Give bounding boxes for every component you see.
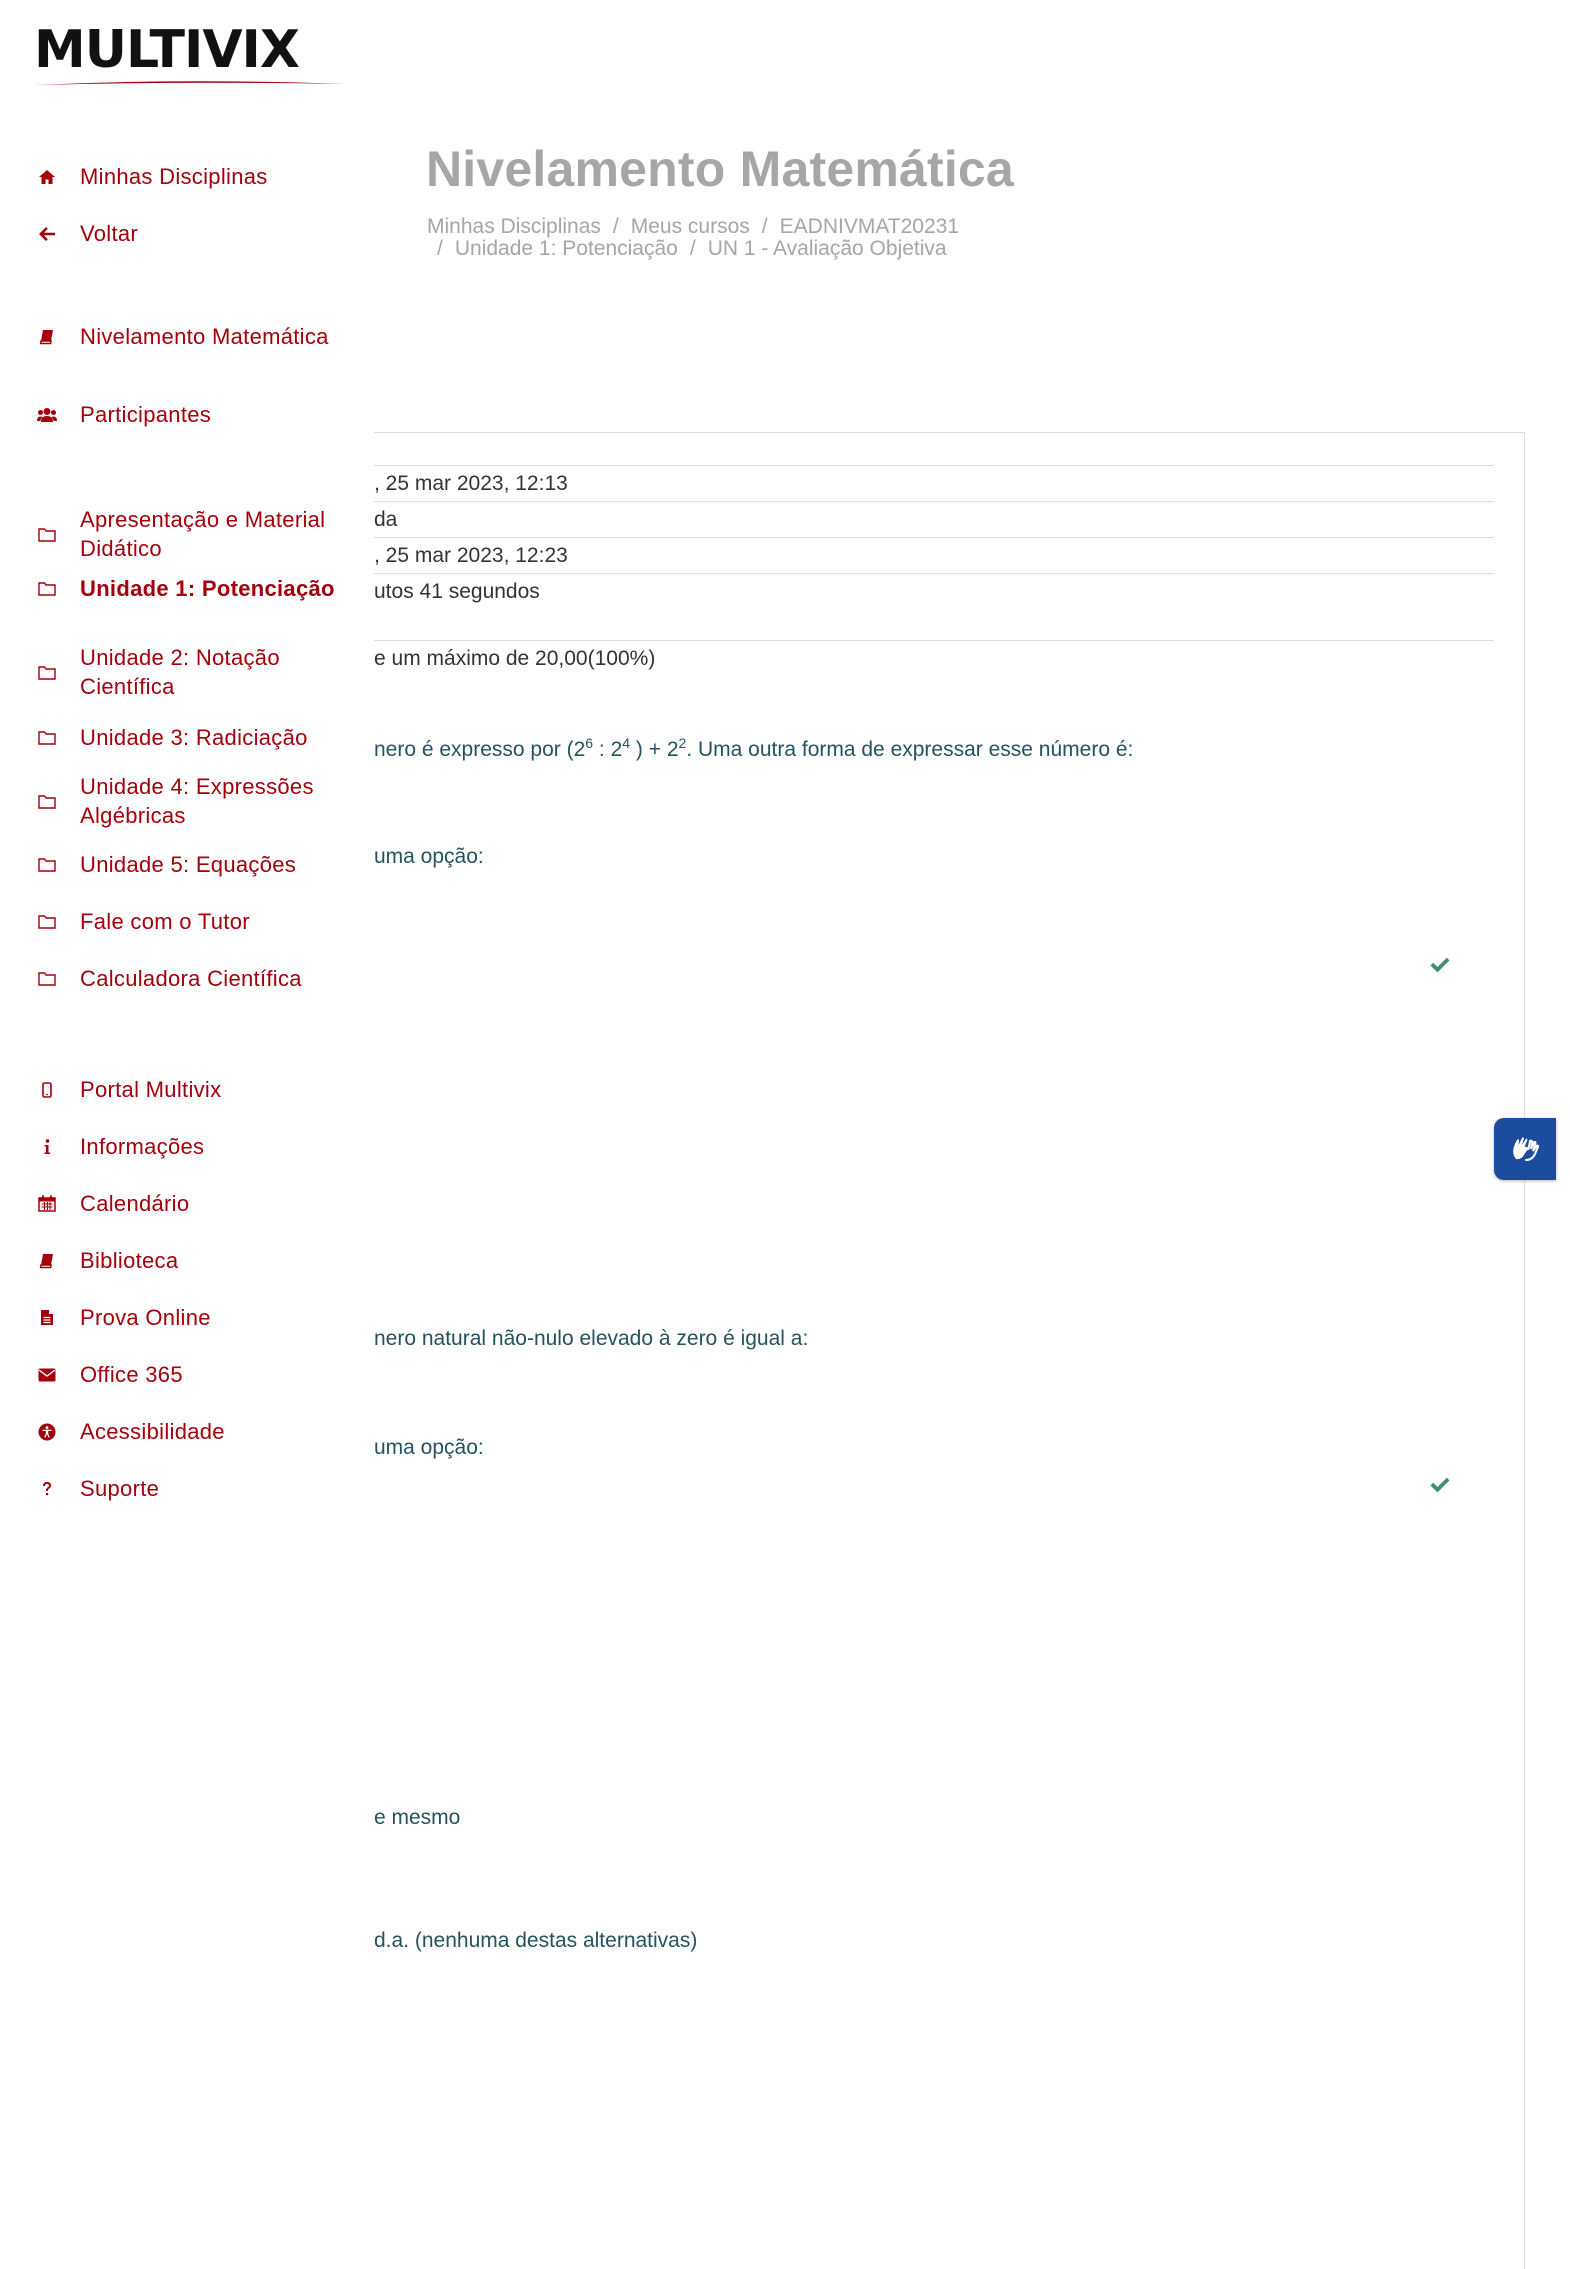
arrow-left-icon: [36, 223, 58, 245]
question-1-text-part: nero é expresso por (2: [374, 738, 586, 761]
sidebar-item-label: Acessibilidade: [80, 1419, 225, 1444]
sidebar-item-prova-online[interactable]: [36, 1303, 350, 1332]
sidebar-item-apresentacao[interactable]: [36, 505, 350, 563]
sidebar-nav: [0, 0, 350, 2268]
summary-grade-value: e um máximo de 20,00(100%): [374, 647, 656, 670]
sidebar-item-label: Unidade 5: Equações: [80, 852, 297, 877]
question-1-prompt: uma opção:: [374, 845, 484, 868]
sidebar-item-label: Unidade 1: Potenciação: [80, 576, 335, 601]
sidebar-item-label: Apresentação e Material Didático: [80, 507, 326, 561]
sidebar-item-suporte[interactable]: [36, 1474, 350, 1503]
sidebar-item-portal-multivix[interactable]: [36, 1075, 350, 1104]
folder-icon: [36, 727, 58, 749]
sidebar-item-label: Unidade 3: Radiciação: [80, 725, 308, 750]
sidebar-item-label: Unidade 4: Expressões Algébricas: [80, 774, 314, 828]
quiz-review-panel: [374, 432, 1525, 2269]
summary-grade: [374, 641, 1494, 676]
summary-started-value: , 25 mar 2023, 12:13: [374, 472, 568, 495]
question-1-exponent: 2: [678, 735, 687, 751]
sidebar-item-informacoes[interactable]: [36, 1132, 350, 1161]
correct-check-icon: [1428, 953, 1452, 977]
page-title: Nivelamento Matemática: [426, 141, 1014, 197]
folder-icon: [36, 790, 58, 812]
sidebar-item-label: Unidade 2: Notação Científica: [80, 645, 280, 699]
sidebar-item-office-365[interactable]: [36, 1360, 350, 1389]
sidebar-item-calendario[interactable]: [36, 1189, 350, 1218]
breadcrumb-separator: /: [689, 237, 696, 260]
logo-text: MULTIVIX: [34, 20, 299, 80]
folder-icon: [36, 968, 58, 990]
sidebar-item-label: Informações: [80, 1134, 205, 1159]
sidebar-item-calculadora[interactable]: [36, 964, 350, 993]
sidebar-item-unidade-5[interactable]: [36, 850, 350, 879]
summary-completed-value: , 25 mar 2023, 12:23: [374, 544, 568, 567]
question-1-exponent: 6: [585, 735, 594, 751]
question-2-text: nero natural não-nulo elevado à zero é igual a:: [374, 1327, 809, 1350]
breadcrumb-item[interactable]: Meus cursos: [630, 215, 750, 238]
question-1-text-part: . Uma outra forma de expressar esse número é:: [686, 738, 1134, 761]
sidebar-item-label: Calculadora Científica: [80, 966, 302, 991]
summary-state-value: da: [374, 508, 398, 531]
users-icon: [36, 404, 58, 426]
home-icon: [36, 166, 58, 188]
question-icon: [36, 1478, 58, 1500]
sidebar-item-unidade-3[interactable]: [36, 723, 350, 752]
info-icon: [36, 1136, 58, 1158]
breadcrumb-item[interactable]: Minhas Disciplinas: [427, 215, 601, 238]
sidebar-item-unidade-4[interactable]: [36, 772, 350, 830]
breadcrumb-separator: /: [612, 215, 619, 238]
correct-check-icon: [1428, 1473, 1452, 1497]
sidebar-item-acessibilidade[interactable]: [36, 1417, 350, 1446]
folder-icon: [36, 578, 58, 600]
question-2-option-b[interactable]: d.a. (nenhuma destas alternativas): [374, 1929, 698, 1952]
book-icon: [36, 1250, 58, 1272]
summary-started: [374, 466, 1494, 502]
sidebar-item-nivelamento-matematica[interactable]: [36, 322, 350, 351]
sidebar-item-label: Office 365: [80, 1362, 183, 1387]
breadcrumb-item[interactable]: UN 1 - Avaliação Objetiva: [707, 237, 947, 260]
breadcrumb-separator: /: [761, 215, 768, 238]
question-2-prompt: uma opção:: [374, 1436, 484, 1459]
book-icon: [36, 326, 58, 348]
sidebar-item-label: Portal Multivix: [80, 1077, 222, 1102]
sidebar-item-label: Nivelamento Matemática: [80, 324, 329, 349]
sidebar-item-label: Minhas Disciplinas: [80, 164, 268, 189]
folder-icon: [36, 911, 58, 933]
breadcrumb-item[interactable]: EADNIVMAT20231: [779, 215, 959, 238]
sign-language-hands-icon: [1506, 1130, 1544, 1168]
summary-duration-value: utos 41 segundos: [374, 580, 540, 603]
sidebar-item-voltar[interactable]: [36, 219, 350, 248]
mobile-icon: [36, 1079, 58, 1101]
envelope-icon: [36, 1364, 58, 1386]
sidebar-item-participantes[interactable]: [36, 400, 350, 429]
sidebar-item-label: Suporte: [80, 1476, 160, 1501]
calendar-icon: [36, 1193, 58, 1215]
sidebar-item-minhas-disciplinas[interactable]: [36, 162, 350, 191]
vlibras-widget-button[interactable]: [1494, 1118, 1556, 1180]
question-1-text: [374, 735, 1133, 762]
sidebar-item-fale-com-tutor[interactable]: [36, 907, 350, 936]
sidebar-item-unidade-2[interactable]: [36, 643, 350, 701]
folder-icon: [36, 854, 58, 876]
sidebar-item-biblioteca[interactable]: [36, 1246, 350, 1275]
sidebar-item-label: Calendário: [80, 1191, 190, 1216]
summary-duration: [374, 574, 1494, 641]
summary-state: [374, 502, 1494, 538]
sidebar-item-label: Fale com o Tutor: [80, 909, 250, 934]
sidebar-item-unidade-1[interactable]: [36, 574, 350, 603]
breadcrumb-item[interactable]: Unidade 1: Potenciação: [454, 237, 678, 260]
sidebar-item-label: Biblioteca: [80, 1248, 179, 1273]
question-2-option-a[interactable]: e mesmo: [374, 1806, 461, 1829]
sidebar-item-label: Participantes: [80, 402, 212, 427]
sidebar-item-label: Voltar: [80, 221, 139, 246]
question-1-text-part: : 2: [593, 738, 623, 761]
breadcrumb: [427, 216, 959, 260]
sidebar-item-label: Prova Online: [80, 1305, 211, 1330]
question-1-text-part: ) + 2: [630, 738, 679, 761]
summary-completed: [374, 538, 1494, 574]
file-icon: [36, 1307, 58, 1329]
breadcrumb-separator: /: [437, 237, 443, 260]
folder-icon: [36, 661, 58, 683]
folder-icon: [36, 523, 58, 545]
question-1-exponent: 4: [622, 735, 631, 751]
accessibility-icon: [36, 1421, 58, 1443]
